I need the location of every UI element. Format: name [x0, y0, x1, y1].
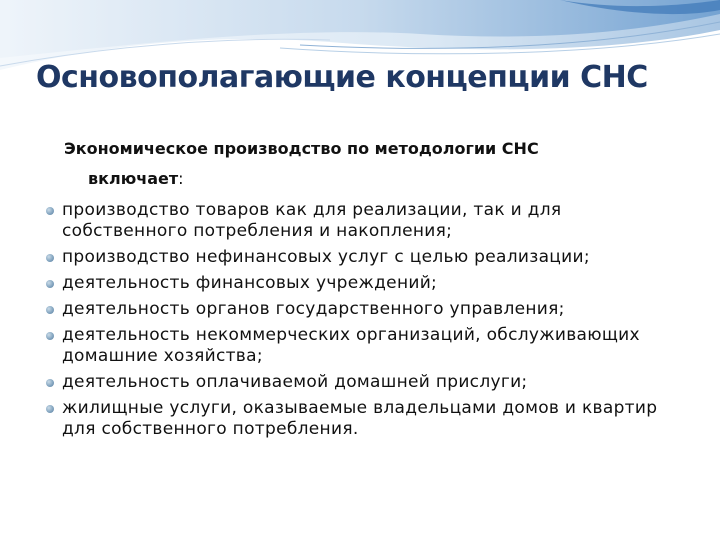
bullet-list — [44, 200, 684, 440]
bullet-dot-icon — [46, 405, 54, 413]
list-item-text: деятельность финансовых учреждений; — [62, 273, 438, 293]
intro-line-2: включает — [88, 169, 179, 188]
slide-title: Основополагающие концепции СНС — [36, 60, 648, 95]
list-item-text: деятельность органов государственного управления; — [62, 299, 565, 319]
bullet-dot-icon — [46, 332, 54, 340]
intro-line-2-wrapper — [64, 164, 184, 194]
list-item — [44, 325, 684, 367]
list-item — [44, 398, 684, 440]
slide-content — [44, 134, 684, 445]
intro-colon: : — [178, 169, 184, 188]
list-item-text: производство нефинансовых услуг с целью реализации; — [62, 247, 590, 267]
bullet-dot-icon — [46, 306, 54, 314]
bullet-dot-icon — [46, 207, 54, 215]
list-item — [44, 299, 684, 320]
bullet-dot-icon — [46, 280, 54, 288]
list-item-text: деятельность оплачиваемой домашней прислуги; — [62, 372, 528, 392]
list-item — [44, 200, 684, 242]
bullet-dot-icon — [46, 379, 54, 387]
bullet-dot-icon — [46, 254, 54, 262]
list-item — [44, 273, 684, 294]
intro-paragraph — [44, 134, 684, 194]
list-item — [44, 247, 684, 268]
intro-line-1: Экономическое производство по методологии СНС — [64, 139, 539, 158]
list-item-text: деятельность некоммерческих организаций, обслуживающих домашние хозяйства; — [62, 325, 640, 366]
list-item — [44, 372, 684, 393]
list-item-text: производство товаров как для реализации, так и для собственного потребления и накопления; — [62, 200, 562, 241]
list-item-text: жилищные услуги, оказываемые владельцами домов и квартир для собственного потребления. — [62, 398, 658, 439]
